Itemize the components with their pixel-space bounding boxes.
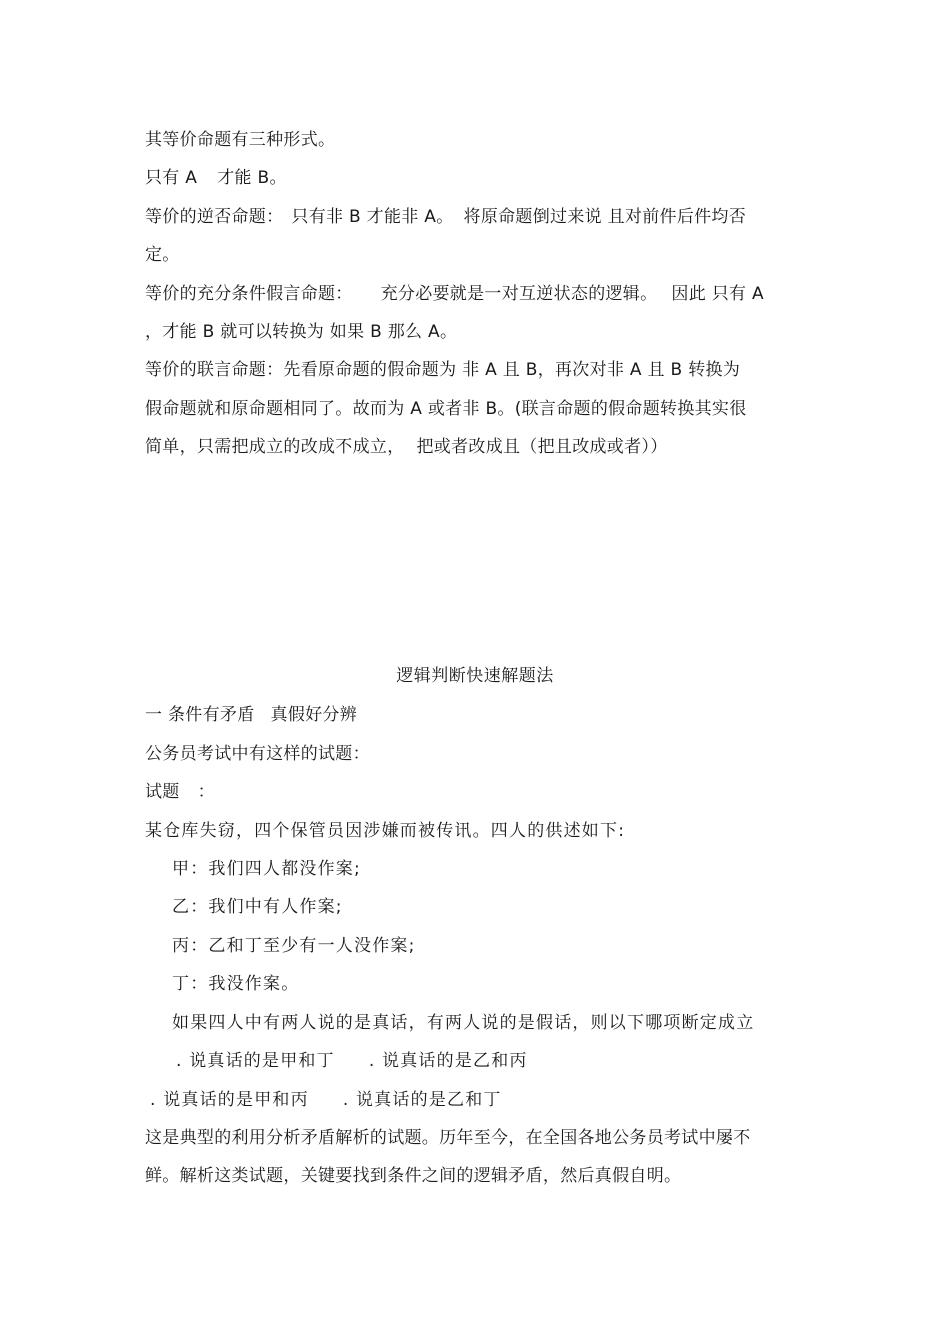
text-span: 因此 只有 A (671, 284, 764, 304)
question-line: 如果四人中有两人说的是真话，有两人说的是假话，则以下哪项断定成立 (172, 1013, 755, 1033)
scenario-line: 某仓库失窃，四个保管员因涉嫌而被传讯。四人的供述如下: (145, 821, 626, 841)
paragraph-line: 这是典型的利用分析矛盾解析的试题。历年至今，在全国各地公务员考试中屡不 (145, 1128, 751, 1148)
heading-part: 一 条件有矛盾 (145, 705, 255, 725)
text-span: 等价的逆否命题： (145, 207, 284, 227)
answer-option: . 说真话的是甲和丙 (150, 1090, 309, 1110)
statement-line: 甲：我们四人都没作案; (172, 859, 361, 879)
paragraph-line (145, 435, 668, 459)
paragraph-line: ，才能 B 就可以转换为 如果 B 那么 A。 (145, 322, 458, 342)
statement-line: 乙：我们中有人作案; (172, 897, 343, 917)
answer-option: . 说真话的是乙和丁 (342, 1090, 502, 1110)
statement-line: 丙：乙和丁至少有一人没作案; (172, 936, 416, 956)
statement-line: 丁：我没作案。 (172, 974, 300, 994)
paragraph-line: 鲜。解析这类试题，关键要找到条件之间的逻辑矛盾，然后真假自明。 (145, 1166, 682, 1186)
option-line (150, 1088, 502, 1112)
question-label (145, 780, 215, 804)
text-span: 把或者改成且（把且改成或者）） (416, 437, 668, 457)
text-span: 只有 A (145, 168, 198, 188)
text-span: 才能 B。 (217, 168, 287, 188)
section-heading (145, 703, 357, 727)
paragraph-line (145, 205, 746, 229)
text-span: 简单，只需把成立的改成不成立， (145, 437, 405, 457)
paragraph-line (145, 166, 287, 190)
heading-part: 真假好分辨 (270, 705, 358, 725)
text-span: 只有非 B 才能非 A。 (291, 207, 454, 227)
section-title: 逻辑判断快速解题法 (396, 666, 554, 686)
answer-option: . 说真话的是甲和丁 (176, 1051, 335, 1071)
text-span: ： (197, 782, 215, 802)
option-line (176, 1049, 528, 1073)
answer-option: . 说真话的是乙和丙 (368, 1051, 528, 1071)
text-span: 等价的充分条件假言命题： (145, 284, 353, 304)
paragraph-line: 定。 (145, 245, 180, 265)
paragraph-line: 假命题就和原命题相同了。故而为 A 或者非 B。(联言命题的假命题转换其实很 (145, 399, 747, 419)
text-span: 充分必要就是一对互逆状态的逻辑。 (380, 284, 658, 304)
paragraph-line: 等价的联言命题：先看原命题的假命题为 非 A 且 B，再次对非 A 且 B 转换为 (145, 360, 741, 380)
text-span: 将原命题倒过来说 且对前件后件均否 (463, 207, 747, 227)
paragraph-line (145, 282, 764, 306)
paragraph-line: 其等价命题有三种形式。 (145, 130, 336, 150)
paragraph-line: 公务员考试中有这样的试题： (145, 744, 370, 764)
text-span: 试题 (145, 782, 180, 802)
